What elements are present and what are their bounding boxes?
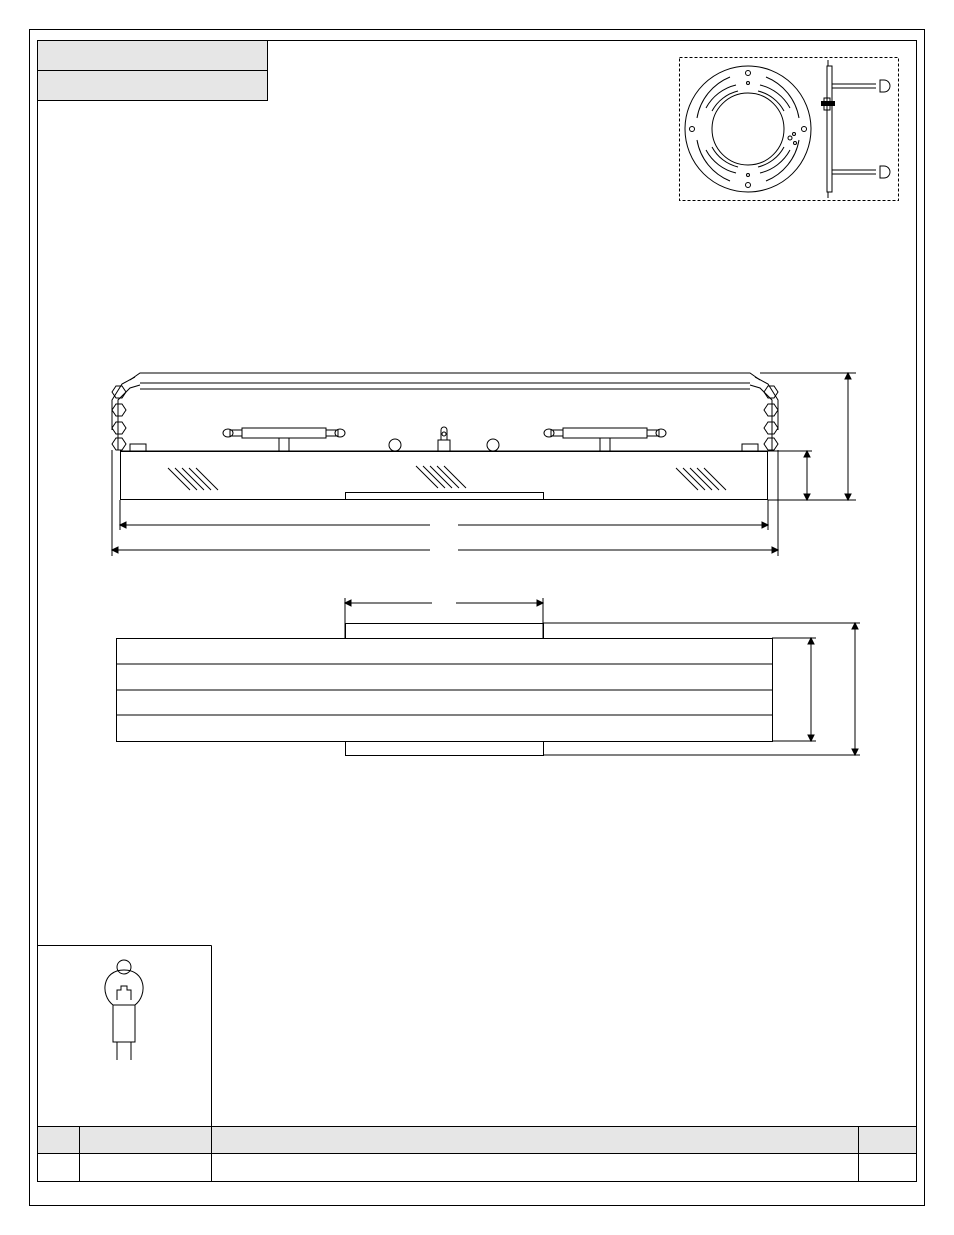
title-block — [38, 41, 268, 101]
